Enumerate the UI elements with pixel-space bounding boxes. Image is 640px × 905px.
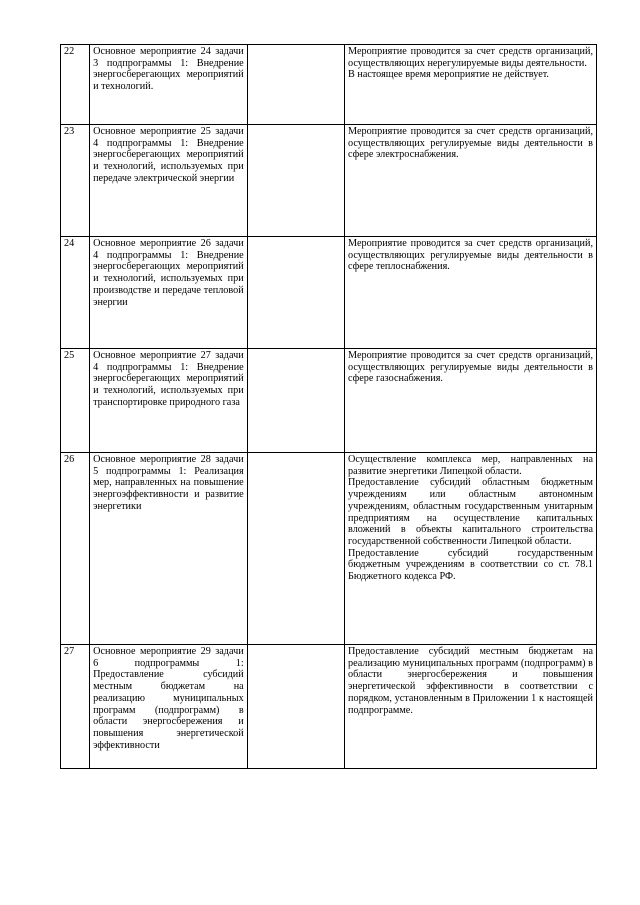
row-number: 25: [61, 349, 90, 453]
description-paragraph: Предоставление субсидий местным бюджетам на реализацию муниципальных программ (подпрограмм) в области энергосбережения и повышения энергетической эффективности в соответствии с порядком, установленным в Приложении 1 к настоящей подпрограмме.: [348, 646, 593, 716]
description-paragraph: Мероприятие проводится за счет средств организаций, осуществляющих регулируемые виды деятельности в сфере теплоснабжения.: [348, 238, 593, 273]
measure-description: [345, 45, 597, 125]
description-paragraph: Предоставление субсидий государственным бюджетным учреждениям в соответствии со ст. 78.1 Бюджетного кодекса РФ.: [348, 547, 593, 583]
table-row: [61, 45, 597, 125]
description-paragraph: Мероприятие проводится за счет средств организаций, осуществляющих регулируемые виды деятельности в сфере электроснабжения.: [348, 126, 593, 161]
measure-description: [345, 349, 597, 453]
measures-table-body: [61, 45, 597, 769]
row-number: 26: [61, 453, 90, 645]
measure-name: Основное мероприятие 26 задачи 4 подпрограммы 1: Внедрение энергосберегающих мероприятий и технологий, используемых при производстве и передаче тепловой энергии: [90, 237, 248, 349]
measure-empty-cell: [247, 45, 344, 125]
description-paragraph: Мероприятие проводится за счет средств организаций, осуществляющих нерегулируемые виды деятельности.: [348, 46, 593, 69]
table-row: [61, 349, 597, 453]
measure-empty-cell: [247, 453, 344, 645]
row-number: 27: [61, 645, 90, 769]
measure-name: Основное мероприятие 25 задачи 4 подпрограммы 1: Внедрение энергосберегающих мероприятий и технологий, используемых при передаче электрической энергии: [90, 125, 248, 237]
measure-name: Основное мероприятие 27 задачи 4 подпрограммы 1: Внедрение энергосберегающих мероприятий и технологий, используемых при транспортировке природного газа: [90, 349, 248, 453]
measure-name: Основное мероприятие 29 задачи 6 подпрограммы 1: Предоставление субсидий местным бюджетам на реализацию муниципальных программ (подпрограмм) в области энергосбережения и повышения энергетической эффективности: [90, 645, 248, 769]
row-number: 22: [61, 45, 90, 125]
measure-empty-cell: [247, 349, 344, 453]
table-row: [61, 125, 597, 237]
table-row: [61, 237, 597, 349]
description-paragraph: Предоставление субсидий областным бюджетным учреждениям или областным автономным учреждениям, областным государственным унитарным предприятиям на осуществление капитальных вложений в объекты капитального строительства государственной собственности Липецкой области.: [348, 477, 593, 547]
measure-empty-cell: [247, 645, 344, 769]
description-paragraph: В настоящее время мероприятие не действует.: [348, 69, 549, 81]
row-number: 23: [61, 125, 90, 237]
measure-description: [345, 237, 597, 349]
row-number: 24: [61, 237, 90, 349]
measure-name: Основное мероприятие 24 задачи 3 подпрограммы 1: Внедрение энергосберегающих мероприятий и технологий.: [90, 45, 248, 125]
measure-empty-cell: [247, 237, 344, 349]
description-paragraph: Мероприятие проводится за счет средств организаций, осуществляющих регулируемые виды деятельности в сфере газоснабжения.: [348, 350, 593, 385]
measures-table: [60, 44, 597, 769]
measure-description: [345, 125, 597, 237]
measure-name: Основное мероприятие 28 задачи 5 подпрограммы 1: Реализация мер, направленных на повышение энергоэффективности и развитие энергетики: [90, 453, 248, 645]
table-row: [61, 645, 597, 769]
measure-empty-cell: [247, 125, 344, 237]
table-row: [61, 453, 597, 645]
measure-description: [345, 645, 597, 769]
measure-description: [345, 453, 597, 645]
description-paragraph: Осуществление комплекса мер, направленных на развитие энергетики Липецкой области.: [348, 454, 593, 477]
